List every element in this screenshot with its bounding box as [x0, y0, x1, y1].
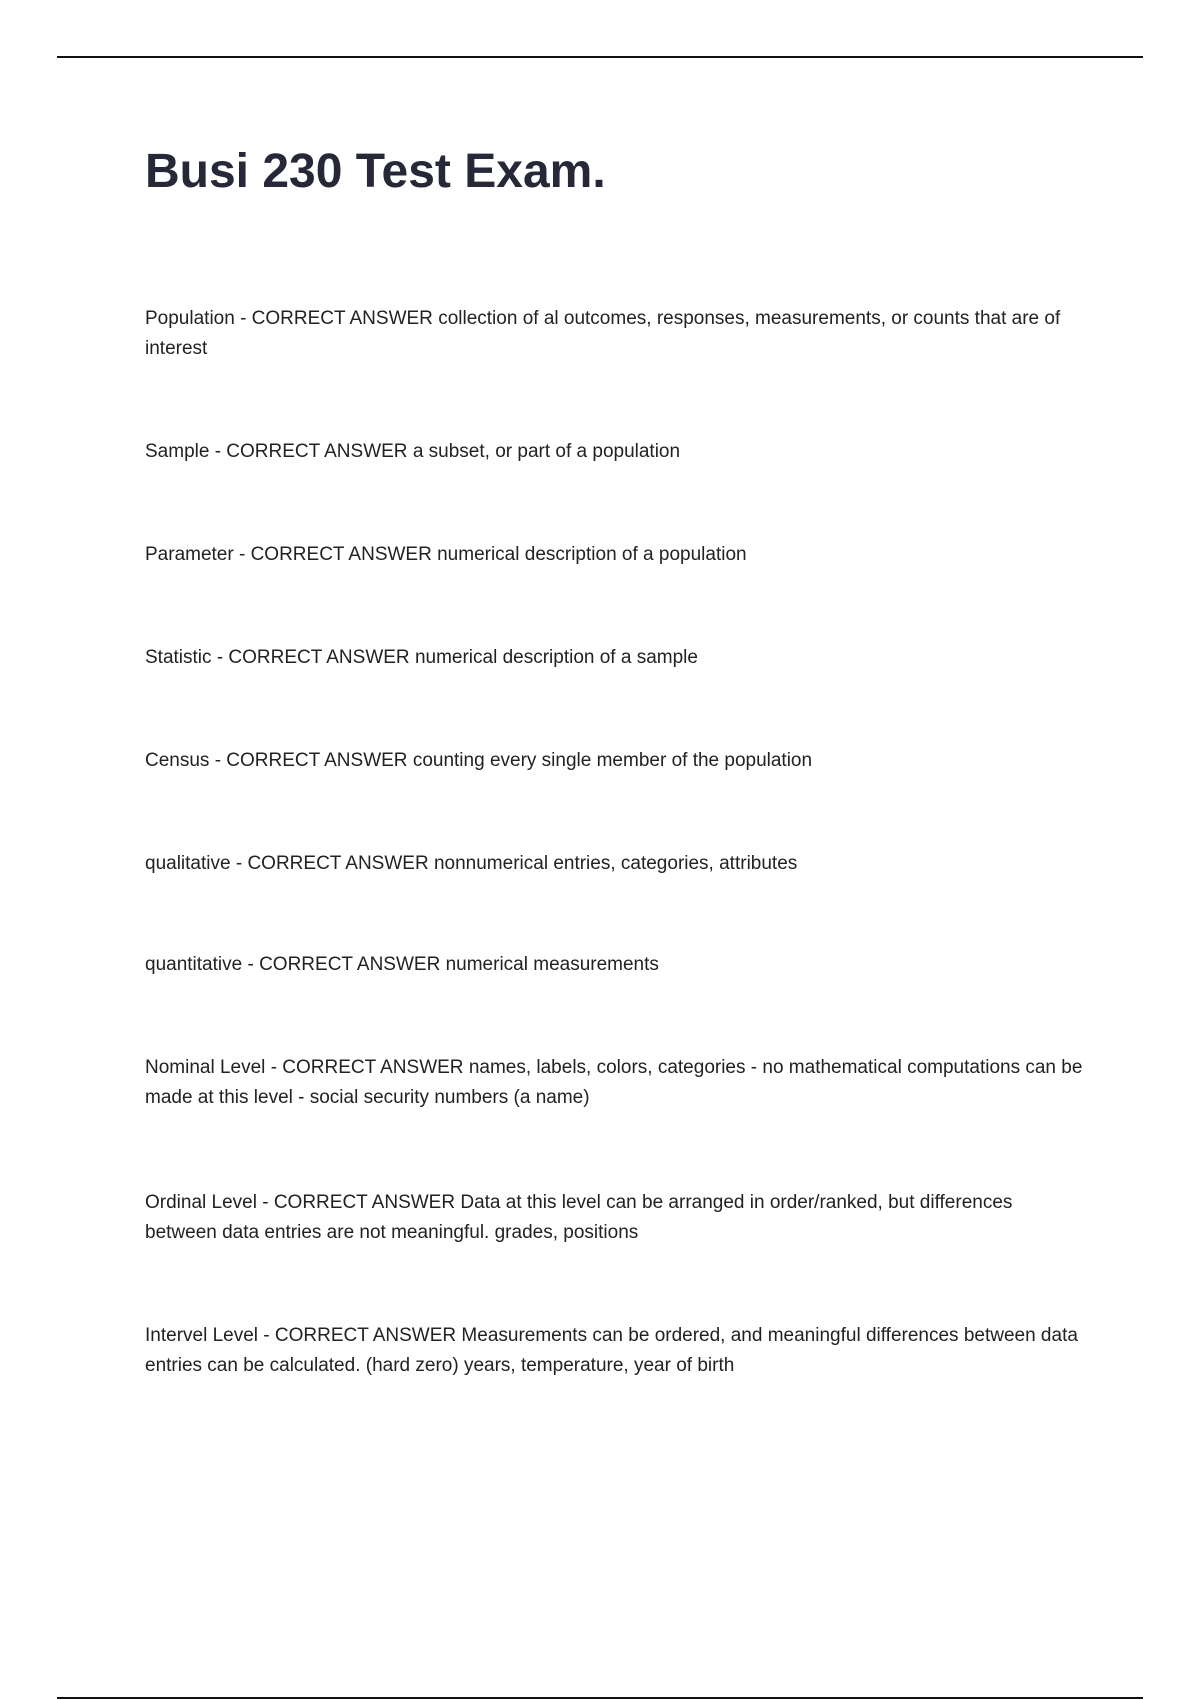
answer-marker: - CORRECT ANSWER — [216, 647, 410, 668]
entry-intervel-level — [145, 1321, 1085, 1381]
entry-qualitative — [145, 849, 1085, 879]
entry-definition: a subset, or part of a population — [412, 441, 681, 462]
answer-marker: - CORRECT ANSWER — [238, 544, 432, 565]
entry-term: qualitative — [145, 853, 231, 874]
entry-definition: numerical description of a population — [437, 544, 747, 565]
entry-statistic — [145, 643, 1085, 673]
answer-marker: - CORRECT ANSWER — [240, 308, 433, 329]
entry-nominal-level — [145, 1053, 1085, 1113]
bottom-rule — [57, 1697, 1143, 1699]
entry-population — [145, 304, 1085, 364]
answer-marker: - CORRECT ANSWER — [214, 441, 408, 462]
entry-term: Ordinal Level — [145, 1192, 257, 1213]
entry-definition: numerical description of a sample — [414, 647, 698, 668]
entry-term: quantitative — [145, 954, 243, 975]
page-title: Busi 230 Test Exam. — [145, 145, 606, 198]
answer-marker: - CORRECT ANSWER — [235, 853, 429, 874]
entry-definition: nonnumerical entries, categories, attributes — [433, 853, 798, 874]
entry-term: Sample — [145, 441, 210, 462]
entry-definition: counting every single member of the population — [412, 750, 813, 771]
entry-term: Population — [145, 308, 235, 329]
entry-ordinal-level — [145, 1188, 1085, 1248]
entry-definition: Measurements can be ordered, and meaningful differences between data entries can be calculated. (hard zero) years, temperature, year of birth — [145, 1325, 1078, 1376]
entry-definition: numerical measurements — [445, 954, 659, 975]
entry-parameter — [145, 540, 1085, 570]
entry-term: Intervel Level — [145, 1325, 259, 1346]
entry-term: Census — [145, 750, 210, 771]
answer-marker: - CORRECT ANSWER — [270, 1057, 464, 1078]
top-rule — [57, 56, 1143, 58]
entry-quantitative — [145, 950, 1085, 980]
entry-term: Statistic — [145, 647, 212, 668]
entry-definition: collection of al outcomes, responses, measurements, or counts that are of interest — [145, 308, 1061, 359]
answer-marker: - CORRECT ANSWER — [214, 750, 408, 771]
entry-term: Nominal Level — [145, 1057, 266, 1078]
entry-term: Parameter — [145, 544, 234, 565]
entry-sample — [145, 437, 1085, 467]
entry-definition: Data at this level can be arranged in order/ranked, but differences between data entries are not meaningful. grades, positions — [145, 1192, 1013, 1243]
answer-marker: - CORRECT ANSWER — [262, 1192, 456, 1213]
entry-census — [145, 746, 1085, 776]
entry-definition: names, labels, colors, categories - no mathematical computations can be made at this level - social security numbers (a name) — [145, 1057, 1083, 1108]
answer-marker: - CORRECT ANSWER — [263, 1325, 457, 1346]
answer-marker: - CORRECT ANSWER — [247, 954, 441, 975]
